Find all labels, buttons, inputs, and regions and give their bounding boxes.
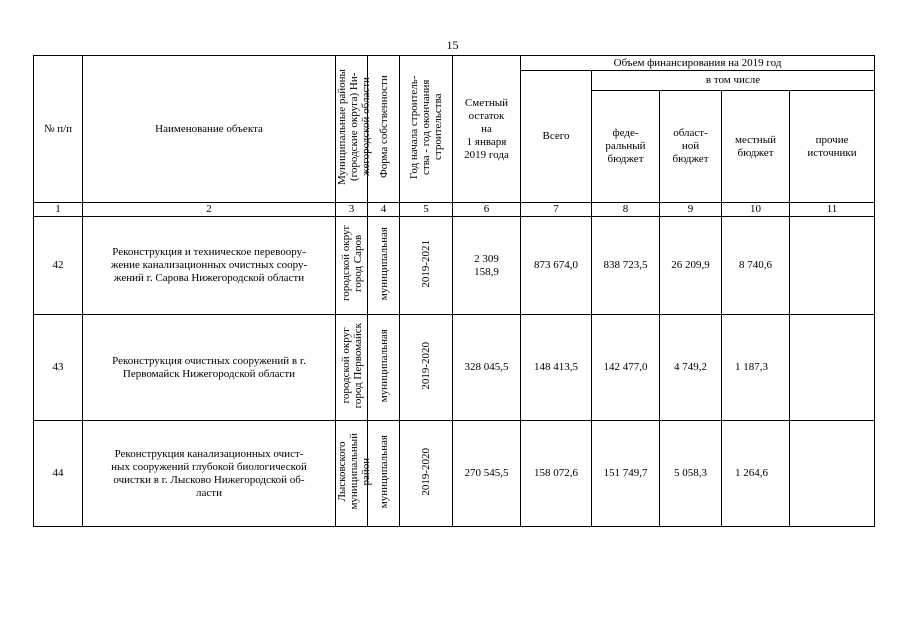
row-num: 42 bbox=[34, 217, 83, 315]
row-ownership-text: муниципальная bbox=[377, 226, 390, 301]
row-name: Реконструкция очистных сооружений в г. Первомайск Нижегородской области bbox=[83, 315, 336, 421]
row-district bbox=[336, 421, 372, 527]
header-name: Наименование объекта bbox=[83, 56, 336, 203]
row-local: 1 187,3 bbox=[722, 315, 790, 421]
row-total: 158 072,6 bbox=[521, 421, 592, 527]
row-other bbox=[790, 217, 875, 315]
column-number: 6 bbox=[453, 203, 521, 217]
table-row bbox=[34, 421, 875, 527]
header-district-text: Муниципальные районы (городские округа) Ни- жегородской области bbox=[336, 69, 372, 185]
column-number: 2 bbox=[83, 203, 336, 217]
row-years bbox=[400, 315, 453, 421]
column-number: 5 bbox=[400, 203, 453, 217]
column-number: 10 bbox=[722, 203, 790, 217]
column-number: 11 bbox=[790, 203, 875, 217]
header-other: прочие источники bbox=[790, 91, 875, 203]
column-number: 9 bbox=[660, 203, 722, 217]
header-including: в том числе bbox=[592, 71, 875, 91]
row-years-text: 2019-2020 bbox=[420, 341, 432, 390]
row-years bbox=[400, 217, 453, 315]
row-name: Реконструкция канализационных очист- ных сооружений глубокой биологической очистки в г. Лысково Нижегородской об- ласти bbox=[83, 421, 336, 527]
row-balance: 2 309 158,9 bbox=[453, 217, 521, 315]
table-row bbox=[34, 217, 875, 315]
header-ownership bbox=[368, 56, 400, 203]
header-federal: феде- ральный бюджет bbox=[592, 91, 660, 203]
row-balance: 270 545,5 bbox=[453, 421, 521, 527]
row-district-text: Лысковского муниципальный район bbox=[336, 433, 372, 510]
header-district bbox=[336, 56, 372, 203]
row-years bbox=[400, 421, 453, 527]
header-num: № п/п bbox=[34, 56, 83, 203]
page-number: 15 bbox=[446, 38, 459, 52]
row-ownership bbox=[368, 421, 400, 527]
row-local: 8 740,6 bbox=[722, 217, 790, 315]
row-ownership bbox=[368, 217, 400, 315]
row-years-text: 2019-2020 bbox=[420, 447, 432, 496]
row-total: 148 413,5 bbox=[521, 315, 592, 421]
column-number: 4 bbox=[368, 203, 400, 217]
column-number: 3 bbox=[336, 203, 368, 217]
header-funding: Объем финансирования на 2019 год bbox=[521, 56, 875, 71]
row-num: 43 bbox=[34, 315, 83, 421]
column-number: 1 bbox=[34, 203, 83, 217]
column-numbers-row bbox=[34, 203, 875, 217]
header-total: Всего bbox=[521, 71, 592, 203]
row-num: 44 bbox=[34, 421, 83, 527]
header-years bbox=[400, 56, 453, 203]
header-balance: Сметный остаток на 1 января 2019 года bbox=[453, 56, 521, 203]
row-other bbox=[790, 421, 875, 527]
row-federal: 142 477,0 bbox=[592, 315, 660, 421]
row-ownership bbox=[368, 315, 400, 421]
financing-table bbox=[33, 55, 875, 527]
row-federal: 838 723,5 bbox=[592, 217, 660, 315]
header-years-text: Год начала строитель- ства - год окончания строительства bbox=[408, 75, 444, 179]
column-number: 8 bbox=[592, 203, 660, 217]
row-name: Реконструкция и техническое перевоору- жение канализационных очистных соору- жений г. Сарова Нижегородской области bbox=[83, 217, 336, 315]
row-regional: 26 209,9 bbox=[660, 217, 722, 315]
row-years-text: 2019-2021 bbox=[420, 239, 432, 288]
row-district-text: городской округ город Саров bbox=[339, 225, 364, 302]
row-balance: 328 045,5 bbox=[453, 315, 521, 421]
row-district bbox=[336, 315, 368, 421]
row-total: 873 674,0 bbox=[521, 217, 592, 315]
row-ownership-text: муниципальная bbox=[377, 434, 390, 509]
row-regional: 4 749,2 bbox=[660, 315, 722, 421]
row-district-text: городской округ город Первомайск bbox=[339, 322, 364, 409]
row-ownership-text: муниципальная bbox=[377, 328, 390, 403]
table-row bbox=[34, 315, 875, 421]
column-number: 7 bbox=[521, 203, 592, 217]
header-row-1 bbox=[34, 56, 875, 71]
row-district bbox=[336, 217, 368, 315]
row-federal: 151 749,7 bbox=[592, 421, 660, 527]
row-regional: 5 058,3 bbox=[660, 421, 722, 527]
row-local: 1 264,6 bbox=[722, 421, 790, 527]
header-regional: област- ной бюджет bbox=[660, 91, 722, 203]
header-local: местный бюджет bbox=[722, 91, 790, 203]
row-other bbox=[790, 315, 875, 421]
header-ownership-text: Форма собственности bbox=[377, 75, 390, 179]
